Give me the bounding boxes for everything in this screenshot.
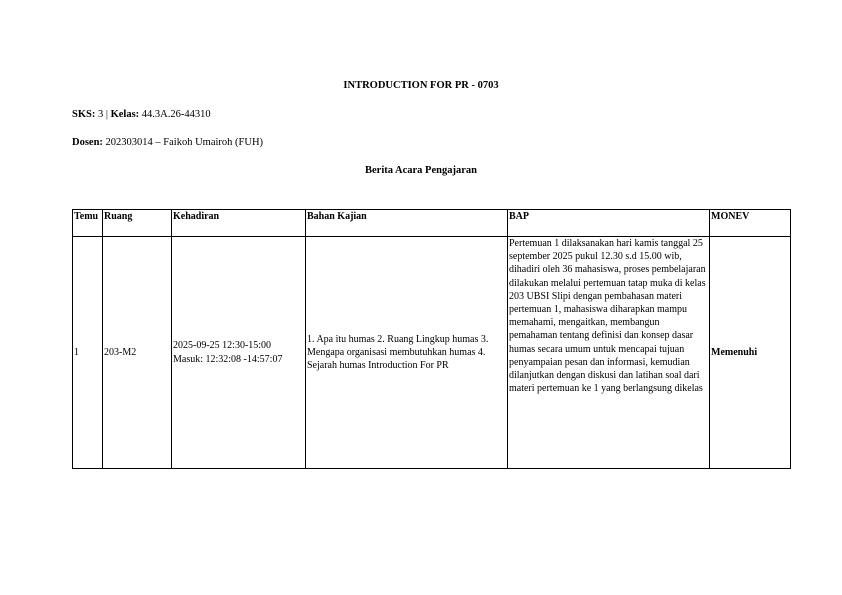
bap-table <box>72 209 791 469</box>
dosen-value: 202303014 – Faikoh Umairoh (FUH) <box>105 137 264 148</box>
cell-bahan-kajian: 1. Apa itu humas 2. Ruang Lingkup humas 3. Mengapa organisasi membutuhkan humas 4. Sejarah humas Introduction For PR <box>306 237 508 469</box>
cell-temu: 1 <box>73 237 103 469</box>
header-bap: BAP <box>508 210 710 237</box>
header-kehadiran: Kehadiran <box>172 210 306 237</box>
sks-kelas-line <box>72 109 211 120</box>
header-bahan-kajian: Bahan Kajian <box>306 210 508 237</box>
dosen-label: Dosen: <box>72 137 103 148</box>
kelas-value: 44.3A.26-44310 <box>141 109 211 120</box>
kelas-label: Kelas: <box>110 109 140 120</box>
header-temu: Temu <box>73 210 103 237</box>
section-subtitle: Berita Acara Pengajaran <box>365 165 477 176</box>
cell-kehadiran <box>172 237 306 469</box>
kehadiran-checkin: Masuk: 12:32:08 -14:57:07 <box>173 353 283 365</box>
cell-bap: Pertemuan 1 dilaksanakan hari kamis tanggal 25 september 2025 pukul 12.30 s.d 15.00 wib, dihadiri oleh 36 mahasiswa, proses pembelajaran dilakukan melalui pertemuan tatap muka di kelas 203 UBSI Slipi dengan pembahasan materi pertemuan 1, mahasiswa diharapkan mampu memahami, mengaitkan, membangun pemahaman tentang definisi dan konsep dasar humas secara umum untuk mencapai tujuan penyampaian pesan dan informasi, kemudian dilanjutkan dengan diskusi dan latihan soal dari materi pertemuan ke 1 yang berlangsung dikelas <box>508 237 710 469</box>
cell-monev <box>710 237 791 469</box>
header-ruang: Ruang <box>103 210 172 237</box>
cell-ruang: 203-M2 <box>103 237 172 469</box>
table-row <box>73 237 791 469</box>
sks-label: SKS: <box>72 109 96 120</box>
table-header-row <box>73 210 791 237</box>
monev-value: Memenuhi <box>711 346 758 358</box>
document-title: INTRODUCTION FOR PR - 0703 <box>343 80 499 91</box>
separator: | <box>105 109 108 120</box>
sks-value: 3 <box>97 109 104 120</box>
header-monev: MONEV <box>710 210 791 237</box>
dosen-line <box>72 137 263 148</box>
kehadiran-schedule: 2025-09-25 12:30-15:00 <box>173 340 272 352</box>
